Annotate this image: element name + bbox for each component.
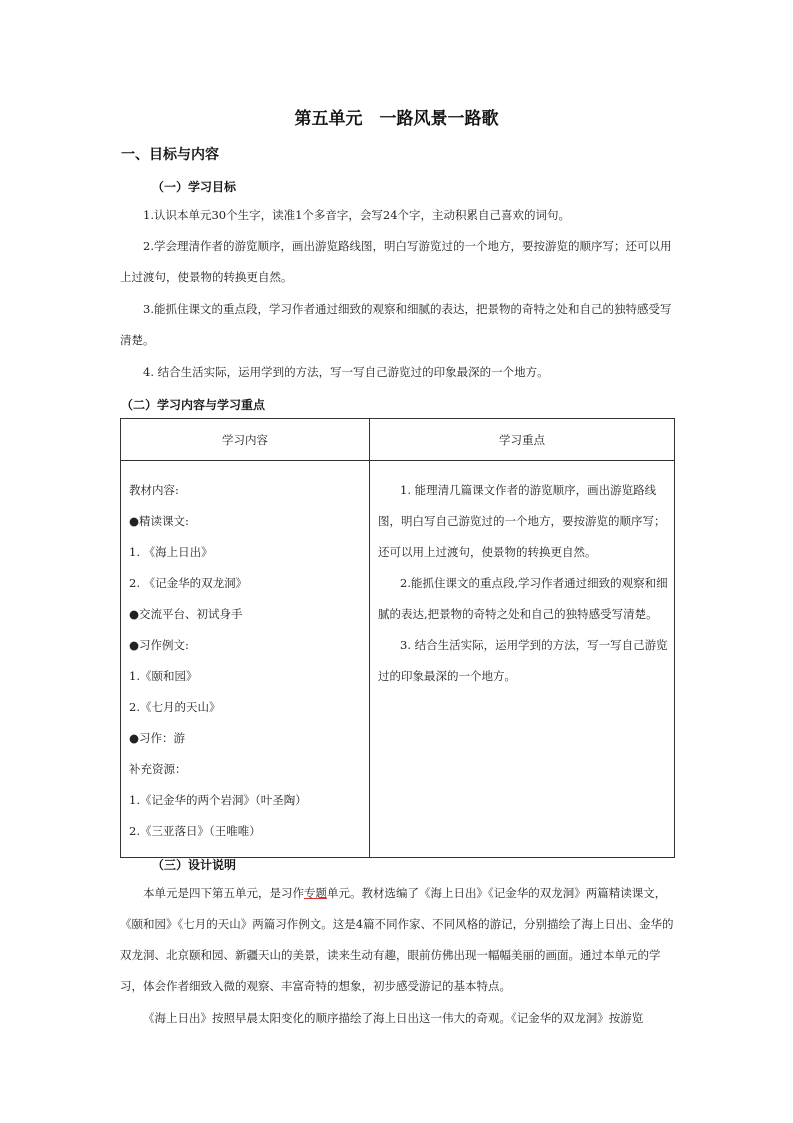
learning-focus-text — [378, 475, 668, 692]
goal-text-2: 2.学会理清作者的游览顺序，画出游览路线图，明白写游览过的一个地方，要按游览的顺序写；还可以用上过渡句，使景物的转换更自然。 — [120, 239, 672, 284]
learning-focus-cell — [370, 461, 675, 858]
goal-paragraph-3 — [120, 294, 676, 356]
design-text-1b: 单元。教材选编了《海上日出》《记金华的双龙洞》两篇精读课文，《颐和园》《七月的天山》两篇习作例文。这是4篇不同作家、不同风格的游记，分别描绘了海上日出、金华的双龙洞、北京颐和园、新疆天山的美景，读来生动有趣，眼前仿佛出现一幅幅美丽的画面。通过本单元的学习，体会作者细致入微的观察、丰富奇特的想象，初步感受游记的基本特点。 — [120, 886, 674, 993]
list-item: 教材内容: — [129, 483, 179, 497]
goal-paragraph-1 — [120, 200, 676, 231]
learning-content-cell — [121, 461, 370, 858]
list-item: 补充资源： — [129, 762, 187, 776]
list-item: 1.《颐和园》 — [129, 669, 198, 683]
content-focus-table — [120, 418, 675, 858]
learning-content-list — [129, 475, 369, 847]
goal-text-3: 3.能抓住课文的重点段，学习作者通过细致的观察和细腻的表达，把景物的奇特之处和自己的独特感受写清楚。 — [120, 302, 672, 347]
table-header-focus: 学习重点 — [370, 419, 675, 461]
goal-text-4: 4. 结合生活实际，运用学到的方法，写一写自己游览过的印象最深的一个地方。 — [143, 365, 549, 379]
section-heading-goals-content: 一、目标与内容 — [121, 147, 219, 163]
table-body-row — [121, 461, 675, 858]
design-paragraph-1 — [120, 878, 676, 1002]
list-item: 2.《七月的天山》 — [129, 700, 221, 714]
list-item: ●习作：游 — [129, 731, 186, 745]
list-item: 1.《记金华的两个岩洞》（叶圣陶） — [129, 793, 307, 807]
subheading-learning-goals: （一）学习目标 — [152, 180, 237, 194]
list-item: ●交流平台、初试身手 — [129, 607, 243, 621]
goal-text-1: 1.认识本单元30个生字，读准1个多音字，会写24个字，主动积累自己喜欢的词句。 — [143, 208, 571, 222]
list-item: 2.《三亚落日》（王唯唯） — [129, 824, 261, 838]
focus-item-1: 1. 能理清几篇课文作者的游览顺序，画出游览路线图，明白写自己游览过的一个地方，要按游览的顺序写；还可以用上过渡句，使景物的转换更自然。 — [378, 483, 666, 559]
subheading-content-focus: （二）学习内容与学习重点 — [121, 398, 266, 412]
subheading-design-notes: （三）设计说明 — [152, 858, 237, 872]
list-item: 1. 《海上日出》 — [129, 545, 213, 559]
list-item: ●习作例文: — [129, 638, 189, 652]
focus-item-3: 3. 结合生活实际，运用学到的方法，写一写自己游览过的印象最深的一个地方。 — [378, 638, 668, 683]
design-paragraph-2 — [120, 1003, 676, 1034]
goal-paragraph-4 — [120, 357, 676, 388]
list-item: ●精读课文: — [129, 514, 189, 528]
focus-item-2: 2.能抓住课文的重点段,学习作者通过细致的观察和细腻的表达,把景物的奇特之处和自己的独特感受写清楚。 — [378, 576, 668, 621]
table-header-row — [121, 419, 675, 461]
page-title: 第五单元 一路风景一路歌 — [294, 109, 499, 129]
design-text-2: 《海上日出》按照早晨太阳变化的顺序描绘了海上日出这一伟大的奇观。《记金华的双龙洞》按游览 — [143, 1011, 644, 1025]
goal-paragraph-2 — [120, 231, 676, 293]
table-header-content: 学习内容 — [121, 419, 370, 461]
list-item: 2. 《记金华的双龙洞》 — [129, 576, 248, 590]
design-text-1a: 本单元是四下第五单元，是习作 — [143, 886, 304, 900]
spellcheck-mark: 专题 — [304, 886, 327, 900]
